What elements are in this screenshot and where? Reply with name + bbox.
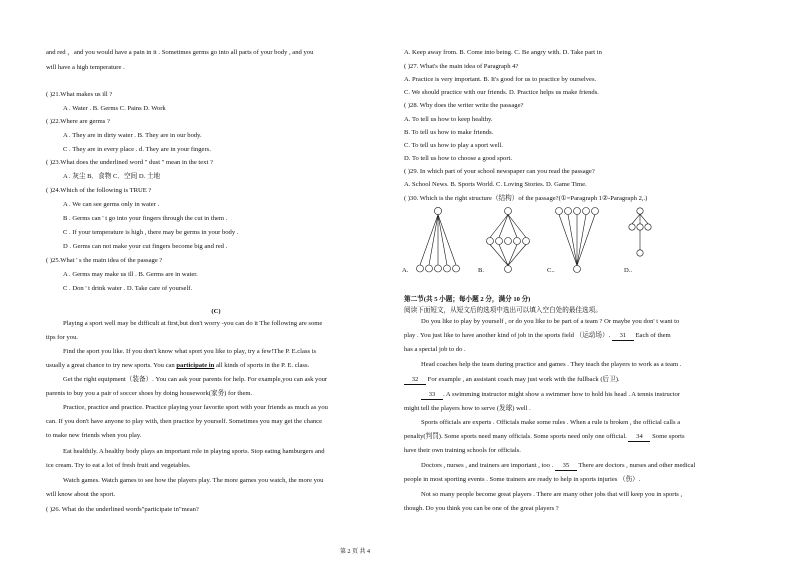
cloze-line-9: [404, 432, 685, 442]
blank-32[interactable]: 32: [404, 375, 426, 385]
question-24-option-b: B . Germs can ' t go into your fingers through the cut in them .: [63, 215, 228, 222]
structure-diagram-c: [545, 205, 615, 285]
diagram-a-graphic: [400, 205, 470, 280]
cloze-line-14: though. Do you think you can be one of the great players ?: [404, 505, 559, 512]
question-25: ( )25.What ' s the main idea of the passage ?: [46, 257, 163, 264]
passage-c-line-9: to make new friends when you play.: [46, 432, 142, 439]
question-29: ( )29. In which part of your school newspaper can you read the passage?: [404, 168, 595, 175]
question-28-option-d: D. To tell us how to choose a good sport.: [404, 155, 513, 162]
section-2-instructions: 阅读下面短文，从短文后的选项中选出可以填入空白处的最佳选项。: [404, 307, 602, 314]
section-c-heading: (C): [211, 308, 221, 315]
passage-c-line-1: Playing a sport well may be difficult at first,but don't worry -you can do it The following are some: [63, 320, 323, 327]
cloze-line-11-pre: Doctors , nurses , and trainers are important , too .: [421, 462, 554, 469]
cloze-line-11: [404, 461, 695, 471]
question-23: ( )23.What does the underlined word " dust " mean in the text ?: [46, 159, 213, 166]
blank-33[interactable]: 33: [421, 390, 443, 400]
blank-31[interactable]: 31: [612, 331, 634, 341]
cloze-line-11-post: There are doctors , nurses and other medical: [578, 462, 696, 469]
cloze-line-6: [404, 390, 680, 400]
diagram-c-label: C..: [547, 267, 555, 274]
question-24-option-a: A . We can see germs only in water .: [63, 201, 160, 208]
passage-c-line-8: can. If you don't have anyone to play with, then practice by yourself. Sometimes you may get the chance: [46, 418, 323, 425]
cloze-line-2-pre: play . You just like to have another kind of job in the sports field （运动场）.: [404, 332, 611, 339]
cloze-line-5: [404, 375, 620, 385]
passage-b-end-line-1: and red ，and you would have a pain in it . Sometimes germs go into all parts of your body , and you: [46, 49, 314, 56]
cloze-line-4: Head coaches help the team during practice and games . They teach the players to work as a team .: [421, 361, 682, 368]
cloze-line-12: people in most sporting events . Some trainers are ready to help in sports injuries （伤）.: [404, 476, 641, 483]
cloze-line-9-pre: penalty(判罚). Some sports need many officials. Some sports need only one official.: [404, 433, 627, 440]
question-28-option-b: B. To tell us how to make friends.: [404, 129, 494, 136]
passage-c-line-11: ice cream. Try to eat a lot of fresh fruit and vegetables.: [46, 462, 191, 469]
cloze-line-7: might tell the players how to serve (发球) well .: [404, 405, 531, 412]
question-25-options-cd: C . Don ' t drink water . D. Take care of yourself.: [63, 285, 193, 292]
passage-b-end-line-2: will have a high temperature .: [46, 64, 125, 71]
diagram-a-label: A.: [402, 267, 409, 274]
cloze-line-2: [404, 331, 671, 341]
question-23-options: A . 灰尘 B．食物 C．空间 D. 土地: [63, 173, 161, 180]
passage-c-line-7: Practice, practice and practice. Practice playing your favorite sport with your friends as much as you: [63, 404, 328, 411]
question-24: ( )24.Which of the following is TRUE ?: [46, 187, 152, 194]
question-28-option-c: C. To tell us how to play a sport well.: [404, 142, 503, 149]
section-2-title: 第二节(共 5 小题；每小题 2 分，满分 10 分): [404, 296, 531, 303]
cloze-line-6-post: . A swimming instructor might show a swimmer how to hold his head . A tennis instructor: [443, 391, 680, 398]
diagram-d-label: D..: [624, 267, 633, 274]
passage-c-line-12: Watch games. Watch games to see how the players play. The more games you watch, the more you: [63, 477, 324, 484]
passage-c-line-3: Find the sport you like. If you don't know what sport you like to play, try a few!The P. E.class is: [63, 348, 317, 355]
question-24-option-d: D . Germs can not make your cut fingers become big and red .: [63, 243, 228, 250]
question-22-options-ab: A . They are in dirty water . B. They are in our body.: [63, 132, 202, 139]
question-26: ( )26. What do the underlined words"participate in"mean?: [46, 506, 199, 513]
question-24-option-c: C . If your temperature is high , there may be germs in your body .: [63, 229, 239, 236]
diagram-b-graphic: [478, 205, 548, 280]
passage-c-line-5: Get the right equipment（装备）. You can ask your parents for help. For example,you can ask your: [63, 376, 328, 383]
question-28-option-a: A. To tell us how to keep healthy.: [404, 116, 493, 123]
question-21: ( )21.What makes us ill ?: [46, 91, 113, 98]
question-27-options-cd: C. We should practice with our friends. D. Practice helps us make friends.: [404, 89, 599, 96]
question-27-options-ab: A. Practice is very important. B. It's good for us to practice by ourselves.: [404, 76, 597, 83]
structure-diagram-a: [400, 205, 470, 285]
page-footer: 第 2 页 共 4: [340, 549, 371, 555]
question-26-options: A. Keep away from. B. Come into being. C. Be angry with. D. Take part in: [404, 49, 602, 56]
passage-c-line-10: Eat healthily. A healthy body plays an important role in playing sports. Stop eating hamburgers and: [63, 448, 325, 455]
structure-diagram-b: [478, 205, 548, 285]
cloze-line-8: Sports officials are experts . Officials make some rules . When a rule is broken , the official calls a: [421, 419, 681, 426]
passage-c-line-4: [46, 361, 309, 370]
question-28: ( )28. Why does the writer write the passage?: [404, 102, 524, 109]
passage-c-line-6: parents to buy you a pair of soccer shoes by doing housework(家务) for them.: [46, 390, 253, 397]
structure-diagram-d: [618, 205, 678, 285]
blank-35[interactable]: 35: [555, 461, 577, 471]
question-21-options: A . Water . B. Germs C. Pains D. Work: [63, 105, 166, 112]
underlined-phrase: participate in: [176, 362, 215, 369]
cloze-line-13: Not so many people become great players . There are many other jobs that will keep you in sports ,: [421, 491, 683, 498]
question-27: ( )27. What's the main idea of Paragraph 4?: [404, 63, 519, 70]
question-29-options: A. School News. B. Sports World. C. Loving Stories. D. Game Time.: [404, 181, 587, 188]
passage-c-line-4-post: all kinds of sports in the P. E. class.: [214, 362, 310, 369]
cloze-line-5-post: For example , an assistant coach may just work with the fullback (后卫).: [427, 376, 620, 383]
cloze-line-2-post: Each of them: [635, 332, 671, 339]
blank-34[interactable]: 34: [628, 432, 650, 442]
cloze-line-3: has a special job to do .: [404, 346, 466, 353]
question-30: ( )30. Which is the right structure（结构）of the passage?(①=Paragraph 1②-Paragraph 2,.): [404, 195, 648, 202]
question-22-options-cd: C . They are in every place . d. They are in your fingers.: [63, 146, 211, 153]
cloze-line-9-post: Some sports: [652, 433, 685, 440]
diagram-b-label: B.: [478, 267, 485, 274]
passage-c-line-2: tips for you.: [46, 334, 79, 341]
passage-c-line-4-pre: usually a great chance to try new sports. You can: [46, 362, 177, 369]
question-22: ( )22.Where are germs ?: [46, 118, 110, 125]
cloze-line-10: have their own training schools for officials.: [404, 447, 521, 454]
passage-c-line-13: will know about the sport.: [46, 491, 116, 498]
question-25-options-ab: A . Germs may make us ill . B. Germs are in water.: [63, 271, 198, 278]
cloze-line-1: Do you like to play by yourself , or do you like to be part of a team ? Or maybe you don' t want to: [421, 318, 680, 325]
diagram-c-graphic: [545, 205, 615, 280]
